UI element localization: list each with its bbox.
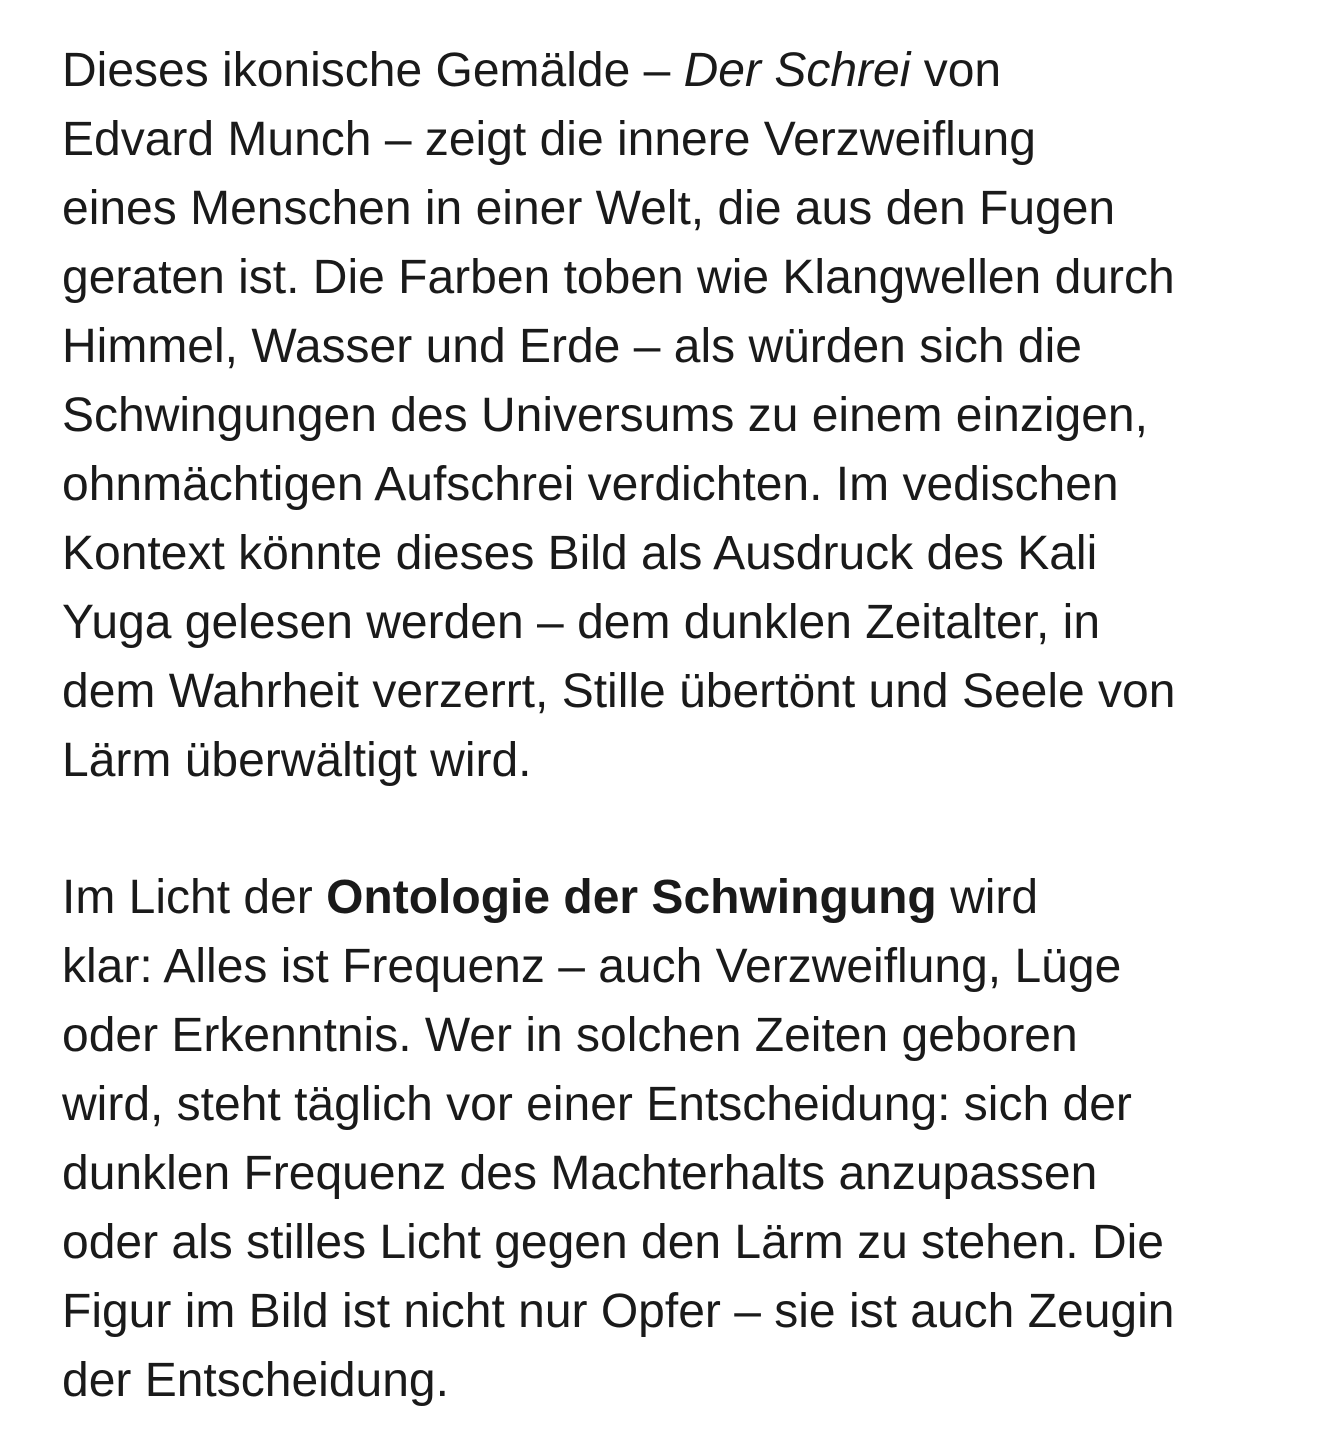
text-segment: von <box>910 44 1002 97</box>
text-line: geraten ist. Die Farben toben wie Klangwellen durch <box>62 251 1175 304</box>
text-line: oder Erkenntnis. Wer in solchen Zeiten geboren <box>62 1009 1078 1062</box>
text-line: Lärm überwältigt wird. <box>62 734 532 787</box>
text-line: Figur im Bild ist nicht nur Opfer – sie ist auch Zeugin <box>62 1285 1175 1338</box>
emphasized-term: Ontologie der Schwingung <box>326 871 937 924</box>
text-line: dunklen Frequenz des Machterhalts anzupassen <box>62 1147 1098 1200</box>
text-line <box>62 863 1302 932</box>
text-segment: Dieses ikonische Gemälde – <box>62 44 684 97</box>
text-segment: Im Licht der <box>62 871 327 924</box>
text-line: Schwingungen des Universums zu einem einzigen, <box>62 389 1148 442</box>
article-body <box>62 36 1302 1415</box>
text-line: klar: Alles ist Frequenz – auch Verzweiflung, Lüge <box>62 940 1122 993</box>
artwork-title: Der Schrei <box>683 44 911 97</box>
paragraph-2 <box>62 863 1302 1415</box>
text-segment: wird <box>936 871 1039 924</box>
text-line: Yuga gelesen werden – dem dunklen Zeitalter, in <box>62 596 1101 649</box>
paragraph-spacer <box>62 795 1302 863</box>
text-line <box>62 36 1302 105</box>
text-line: der Entscheidung. <box>62 1354 449 1407</box>
text-line: ohnmächtigen Aufschrei verdichten. Im vedischen <box>62 458 1119 511</box>
text-line: oder als stilles Licht gegen den Lärm zu stehen. Die <box>62 1216 1164 1269</box>
text-line: Edvard Munch – zeigt die innere Verzweiflung <box>62 113 1036 166</box>
text-line: eines Menschen in einer Welt, die aus den Fugen <box>62 182 1116 235</box>
paragraph-1 <box>62 36 1302 795</box>
text-line: dem Wahrheit verzerrt, Stille übertönt und Seele von <box>62 665 1176 718</box>
text-line: Himmel, Wasser und Erde – als würden sich die <box>62 320 1082 373</box>
text-line: Kontext könnte dieses Bild als Ausdruck des Kali <box>62 527 1098 580</box>
text-line: wird, steht täglich vor einer Entscheidung: sich der <box>62 1078 1132 1131</box>
